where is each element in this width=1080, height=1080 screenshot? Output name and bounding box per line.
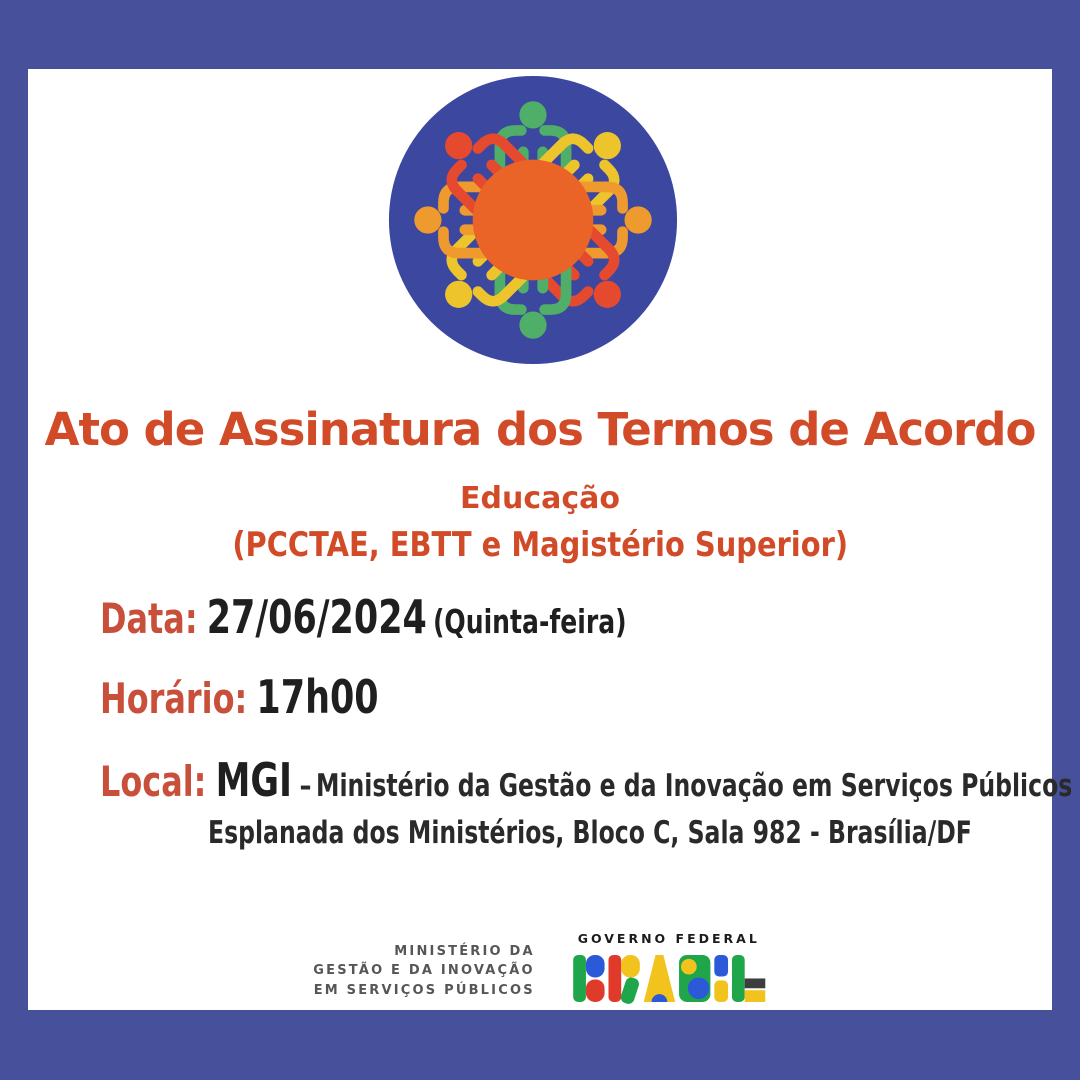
people-circle-logo — [387, 74, 679, 366]
brasil-wordmark-icon — [571, 949, 767, 1004]
ministry-line-1: MINISTÉRIO DA — [394, 943, 535, 959]
location-name: Ministério da Gestão e da Inovação em Serviços Públicos — [316, 768, 1073, 804]
poster-card — [28, 69, 1073, 1010]
ministry-wordmark — [313, 942, 535, 1005]
governo-federal-brasil-logo — [571, 931, 767, 1004]
poster-program-line — [28, 525, 1052, 565]
footer-logos — [313, 931, 767, 1004]
date-weekday: (Quinta-feira) — [432, 602, 627, 641]
date-label: Data: — [100, 594, 198, 643]
ministry-line-2: GESTÃO E DA INOVAÇÃO — [313, 963, 535, 978]
event-address-row — [208, 815, 1080, 851]
date-value: 27/06/2024 — [206, 590, 427, 644]
location-separator: – — [299, 768, 312, 804]
location-address: Esplanada dos Ministérios, Bloco C, Sala 982 - Brasília/DF — [208, 815, 972, 851]
governo-federal-label: GOVERNO FEDERAL — [577, 931, 760, 946]
time-value: 17h00 — [256, 670, 379, 724]
ministry-line-3: EM SERVIÇOS PÚBLICOS — [313, 982, 535, 998]
poster-title: Ato de Assinatura dos Termos de Acordo — [44, 403, 1036, 456]
people-circle-logo-svg — [387, 74, 679, 366]
event-location-row — [100, 753, 1080, 807]
poster-subtitle: Educação — [460, 481, 620, 516]
location-acronym: MGI — [215, 753, 293, 807]
location-label: Local: — [100, 757, 207, 806]
poster-program-line-text: (PCCTAE, EBTT e Magistério Superior) — [232, 525, 848, 565]
event-time-row — [100, 670, 467, 724]
logo-center-circle — [473, 160, 594, 281]
time-label: Horário: — [100, 674, 248, 723]
event-date-row — [100, 590, 793, 644]
